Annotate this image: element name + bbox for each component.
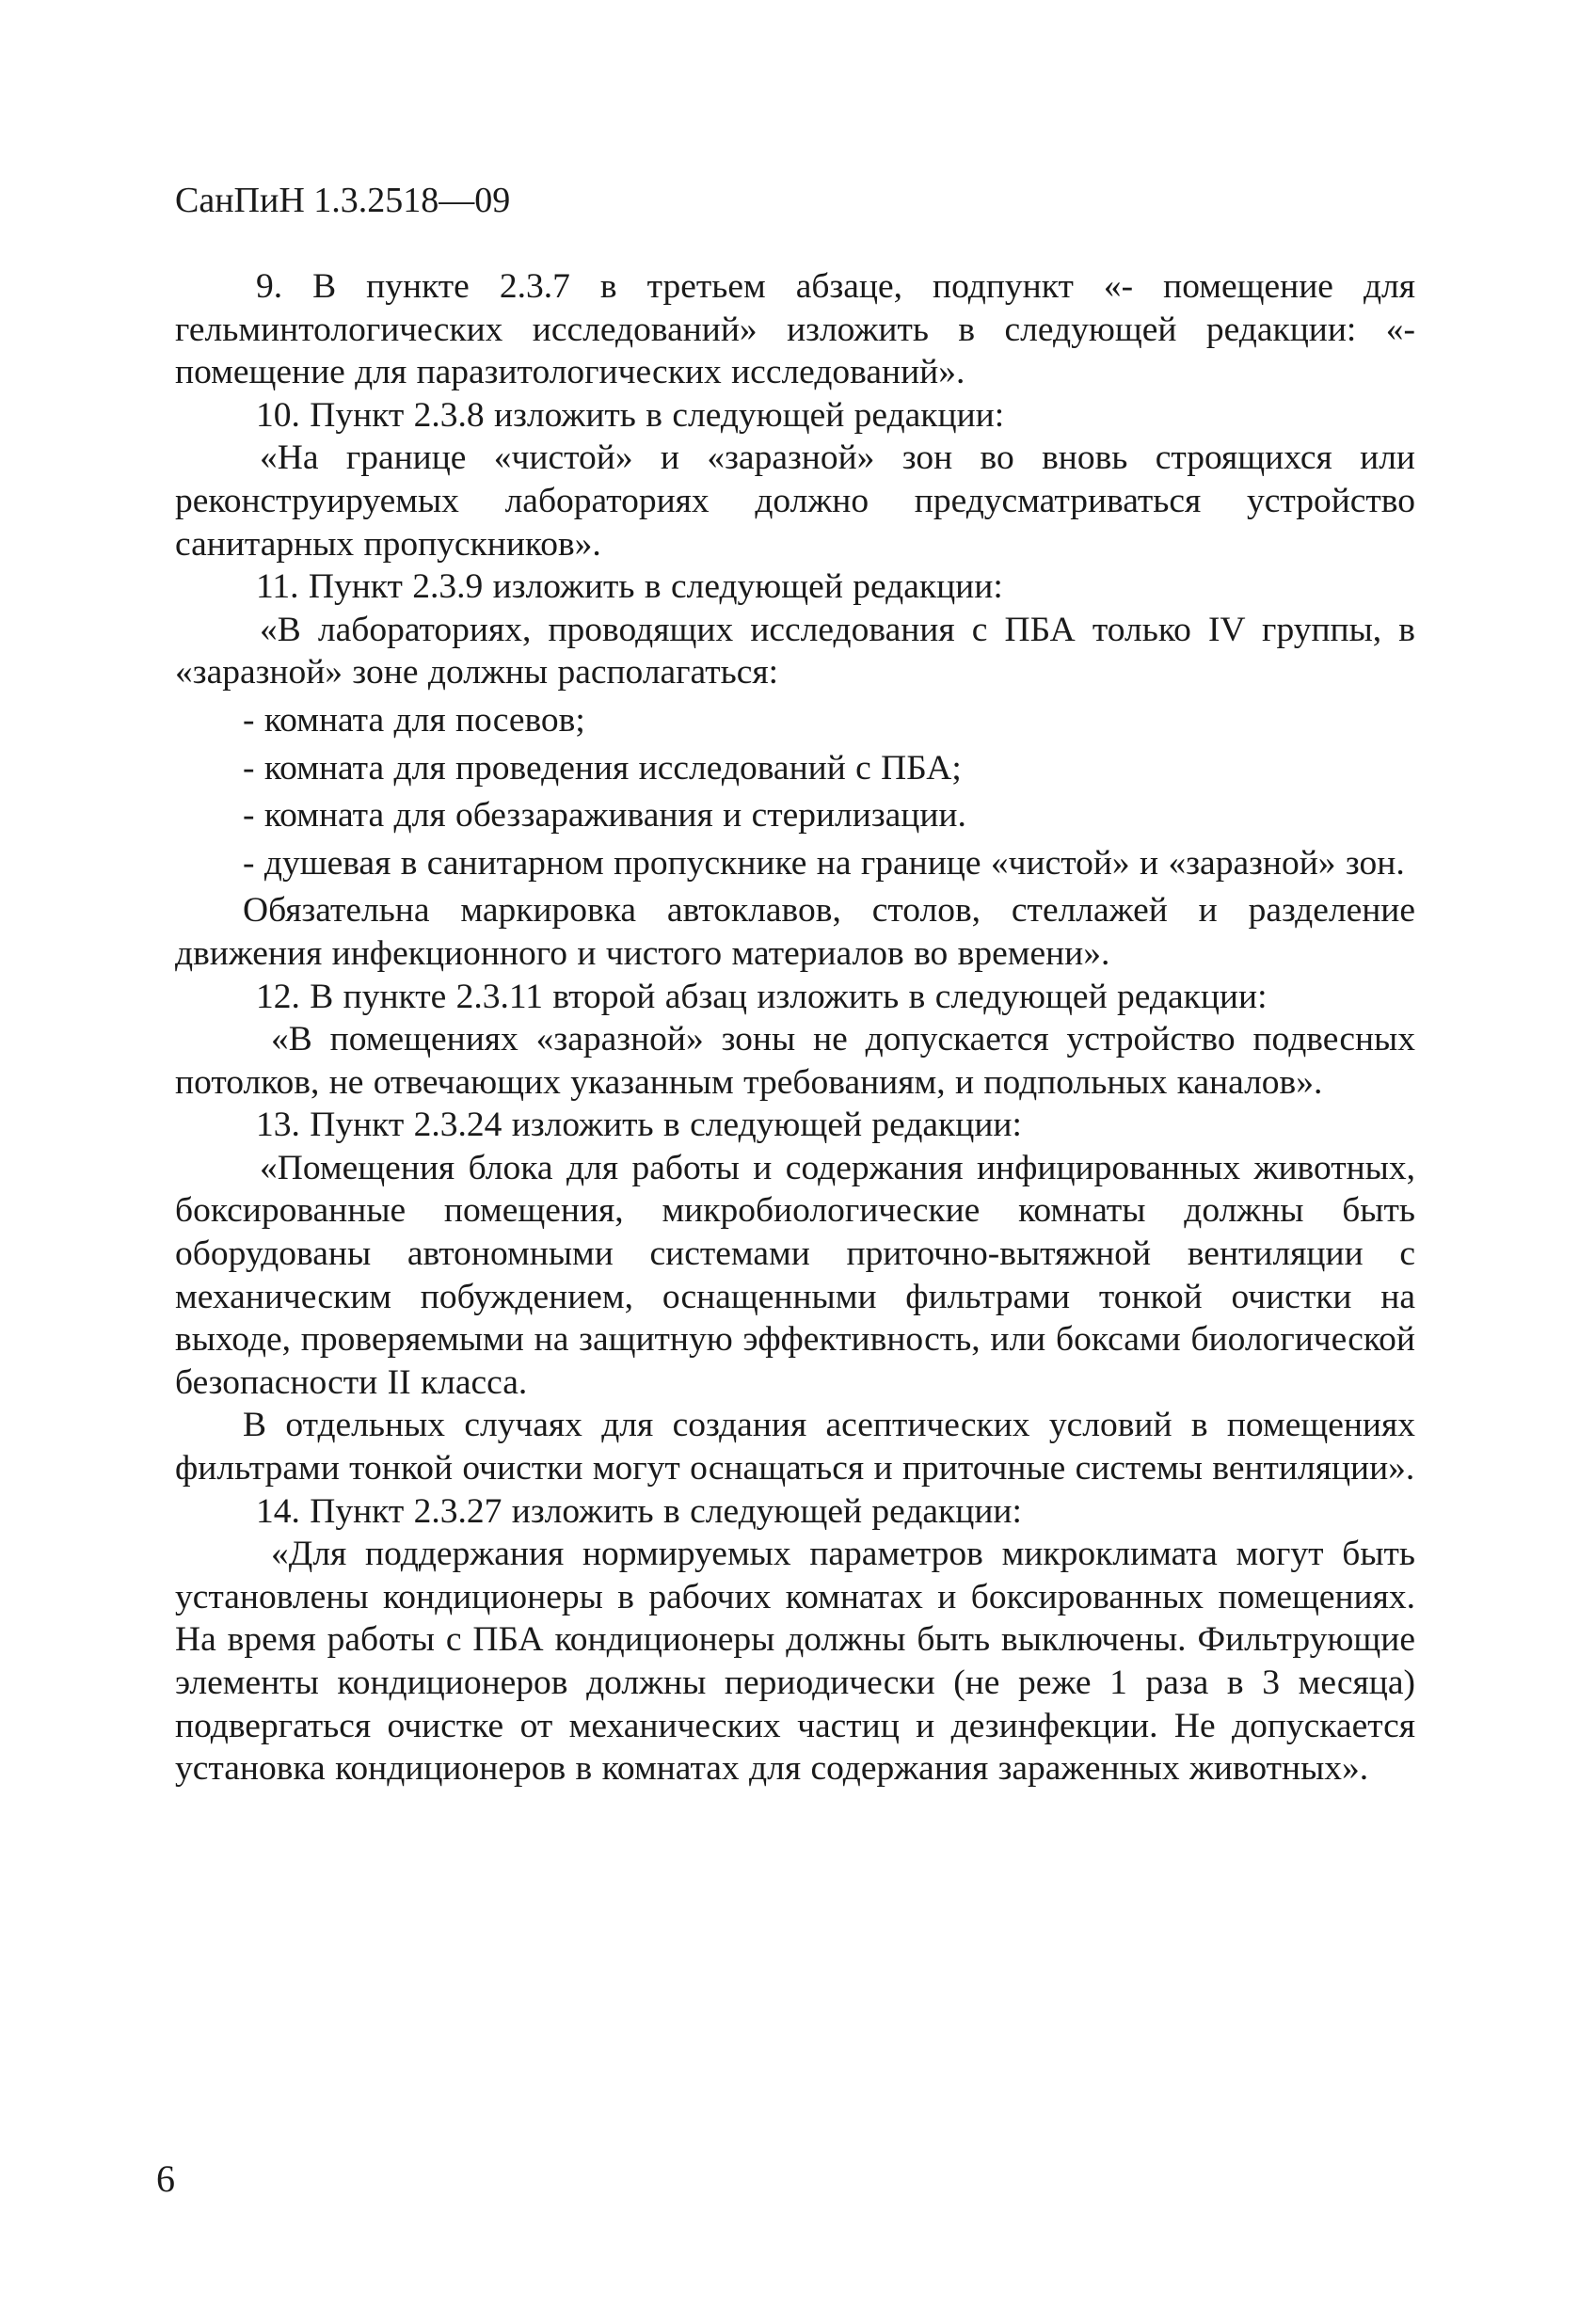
paragraph-item-14: 14. Пункт 2.3.27 изложить в следующей редакции: [256,1491,1022,1531]
list-item: - комната для проведения исследований с ПБА; [243,748,962,788]
paragraph-item-11-note: Обязательна маркировка автоклавов, столов, стеллажей и разделение движения инфекционного и чистого материалов во времени». [175,891,1415,973]
list-item: - душевая в санитарном пропускнике на границе «чистой» и «заразной» зон. [243,843,1405,883]
document-body [175,265,1415,1791]
paragraph-item-13-quote-continued: В отдельных случаях для создания асептических условий в помещениях фильтрами тонкой очистки могут оснащаться и приточные системы вентиляции». [175,1406,1415,1488]
list-item: - комната для обеззараживания и стерилизации. [243,796,966,836]
list-item: - комната для посевов; [243,700,585,740]
paragraph-item-14-quote: «Для поддержания нормируемых параметров микроклимата могут быть установлены кондиционеры в рабочих комнатах и боксированных помещениях. На время работы с ПБА кондиционеры должны быть выключены. Фильтрующие элементы кондиционеров должны периодически (не реже 1 раза в 3 месяца) подвергаться очистке от механических частиц и дезинфекции. Не допускается установка кондиционеров в комнатах для содержания зараженных животных». [175,1535,1415,1789]
document-code-header: СанПиН 1.3.2518—09 [175,181,511,220]
page-number: 6 [156,2157,175,2200]
paragraph-item-10: 10. Пункт 2.3.8 изложить в следующей редакции: [256,395,1005,435]
paragraph-item-13-quote: «Помещения блока для работы и содержания инфицированных животных, боксированные помещения, микробиологические комнаты должны быть оборудованы автономными системами приточно-вытяжной вентиляции с механическим побуждением, оснащенными фильтрами тонкой очистки на выходе, проверяемыми на защитную эффективность, или боксами биологической безопасности II класса. [175,1148,1415,1402]
paragraph-item-12-quote: «В помещениях «заразной» зоны не допускается устройство подвесных потолков, не отвечающих указанным требованиям, и подпольных каналов». [175,1020,1415,1102]
paragraph-item-9: 9. В пункте 2.3.7 в третьем абзаце, подпункт «- помещение для гельминтологических исследований» изложить в следующей редакции: «- помещение для паразитологических исследований». [175,267,1415,392]
paragraph-item-11-quote: «В лабораториях, проводящих исследования с ПБА только IV группы, в «заразной» зоне должны располагаться: [175,610,1415,692]
paragraph-item-11: 11. Пункт 2.3.9 изложить в следующей редакции: [256,567,1003,607]
paragraph-item-12: 12. В пункте 2.3.11 второй абзац изложить в следующей редакции: [256,977,1268,1016]
paragraph-item-10-quote: «На границе «чистой» и «заразной» зон во вновь строящихся или реконструируемых лабораториях должно предусматриваться устройство санитарных пропускников». [175,438,1415,564]
paragraph-item-13: 13. Пункт 2.3.24 изложить в следующей редакции: [256,1106,1022,1145]
